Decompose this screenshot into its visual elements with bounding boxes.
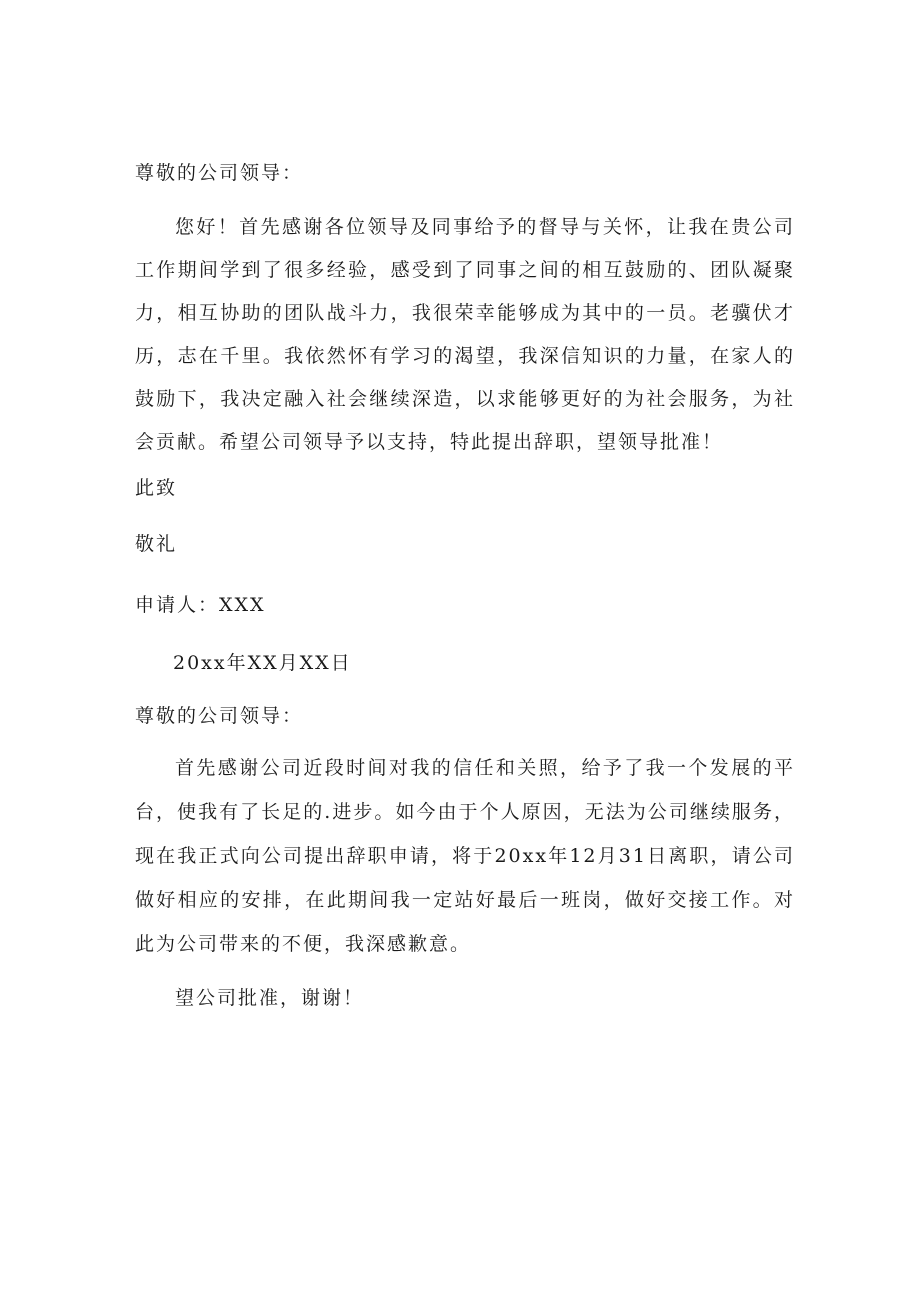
letter1-body: 您好！首先感谢各位领导及同事给予的督导与关怀，让我在贵公司工作期间学到了很多经验，感受到了同事之间的相互鼓励的、团队凝聚力，相互协助的团队战斗力，我很荣幸能够成为其中的一员。老骥伏才历，志在千里。我依然怀有学习的渴望，我深信知识的力量，在家人的鼓励下，我决定融入社会继续深造，以求能够更好的为社会服务，为社会贡献。希望公司领导予以支持，特此提出辞职，望领导批准！	[135, 216, 795, 453]
letter1-closing-2: 敬礼	[135, 533, 178, 555]
letter1-salutation: 尊敬的公司领导：	[135, 162, 304, 184]
letter2-body: 首先感谢公司近段时间对我的信任和关照，给予了我一个发展的平台，使我有了长足的.进步。如今由于个人原因，无法为公司继续服务，现在我正式向公司提出辞职申请，将于20xx年12月31日离职，请公司做好相应的安排，在此期间我一定站好最后一班岗，做好交接工作。对此为公司带来的不便，我深感歉意。	[135, 757, 795, 955]
letter1-closing-1: 此致	[135, 477, 178, 499]
letter1-applicant: 申请人：XXX	[135, 594, 266, 616]
letter1-date: 20xx年XX月XX日	[173, 652, 352, 674]
letter2-closing: 望公司批准，谢谢！	[175, 987, 365, 1009]
letter2-salutation: 尊敬的公司领导：	[135, 705, 304, 727]
